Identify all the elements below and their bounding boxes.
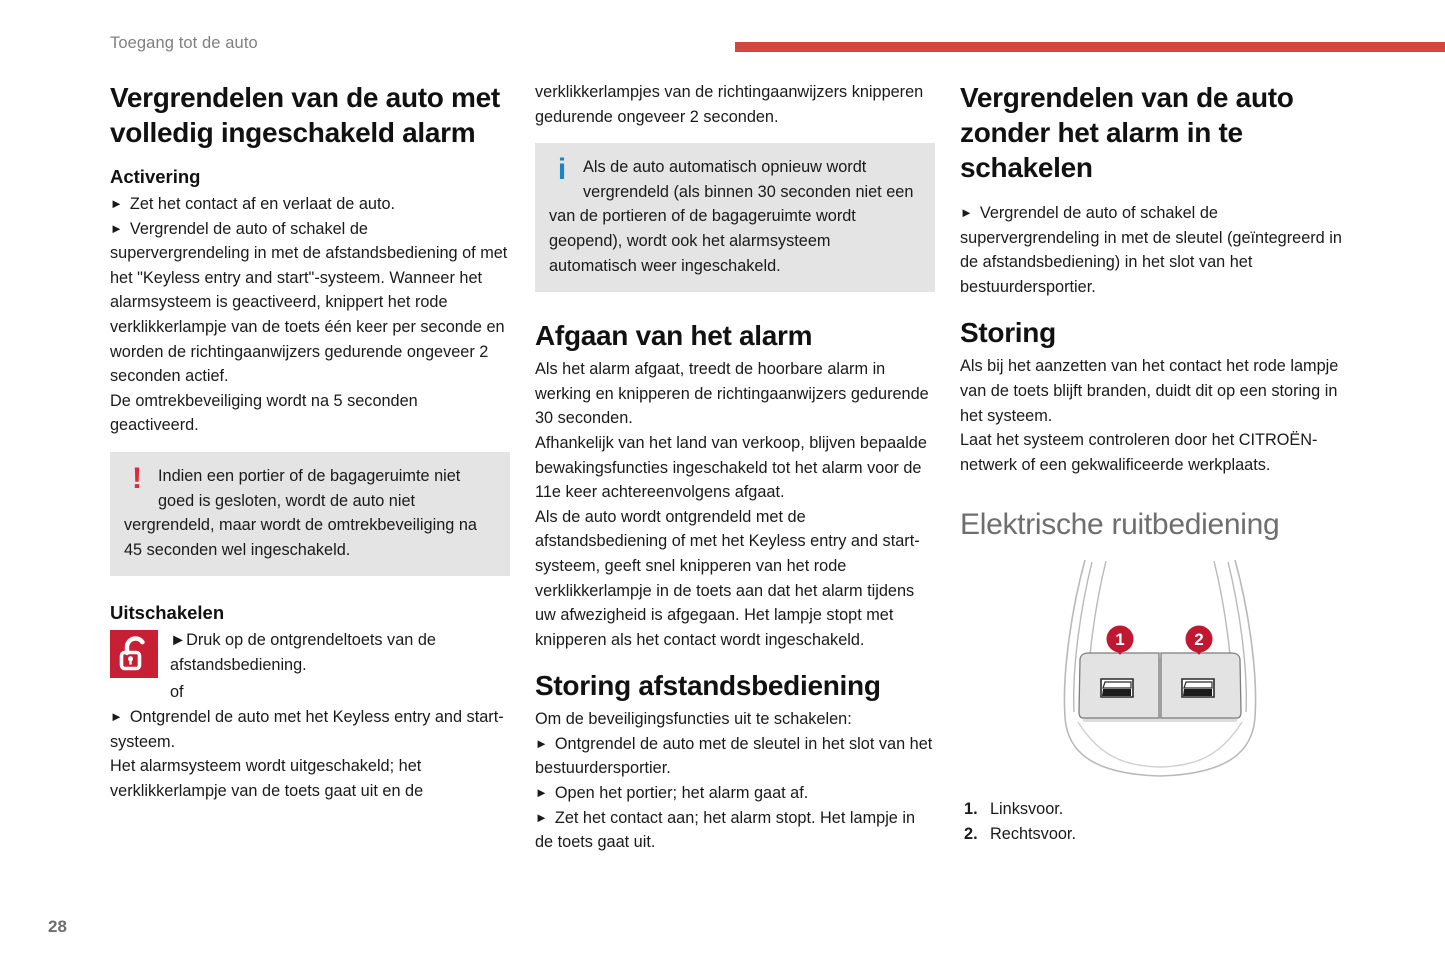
- arrow-bullet-icon: ►: [960, 205, 973, 220]
- storing-paragraph-2: Laat het systeem controleren door het CITROËN-netwerk of een gekwalificeerde werkplaats.: [960, 431, 1318, 474]
- header-title: Toegang tot de auto: [110, 34, 258, 52]
- arrow-bullet-icon: ►: [535, 735, 548, 751]
- column3-title: Vergrendelen van de auto zonder het alarm in te schakelen: [960, 82, 1294, 183]
- header-red-rule: [735, 42, 1445, 52]
- info-box: [535, 143, 935, 292]
- svg-text:2: 2: [1194, 630, 1204, 650]
- info-box-text: Als de auto automatisch opnieuw wordt vergrendeld (als binnen 30 seconden niet een van de portieren of de bagageruimte wordt geopend), wordt ook het alarmsysteem automatisch weer ingeschakeld.: [549, 158, 914, 275]
- electric-window-switches-illustration: [960, 552, 1360, 787]
- activering-paragraph-1: De omtrekbeveiliging wordt na 5 seconden geactiveerd.: [110, 391, 418, 435]
- uitschakelen-picto-row: [110, 628, 510, 680]
- arrow-bullet-icon: ►: [535, 785, 548, 801]
- illustration-legend: [960, 797, 1360, 846]
- exclamation-icon: !: [132, 461, 142, 495]
- column1-title: Vergrendelen van de auto met volledig ingeschakeld alarm: [110, 82, 500, 148]
- warning-box-text: Indien een portier of de bagageruimte niet goed is gesloten, wordt de auto niet vergrendeld, maar wordt de omtrekbeveiliging na 45 seconden wel ingeschakeld.: [124, 466, 477, 559]
- storing-ab-intro: Om de beveiligingsfuncties uit te schakelen:: [535, 710, 852, 729]
- activering-bullet-1: ► Zet het contact af en verlaat de auto.: [110, 195, 396, 213]
- arrow-bullet-icon: ►: [110, 196, 123, 211]
- arrow-bullet-icon: ►: [170, 631, 187, 650]
- legend-item: Rechtsvoor.: [990, 824, 1076, 843]
- heading-uitschakelen: Uitschakelen: [110, 602, 225, 624]
- arrow-bullet-icon: ►: [110, 708, 123, 724]
- unlock-padlock-icon: [110, 630, 158, 678]
- activering-bullet-2: ► Vergrendel de auto of schakel de supervergrendeling in met de afstandsbediening of met het "Keyless entry and start"-systeem. Wanneer het alarmsysteem is geactiveerd, knippert het rode verklikkerlampje van de toets één keer per seconde en worden de richtingaanwijzers gedurende ongeveer 2 seconden actief.: [110, 219, 508, 386]
- heading-activering: Activering: [110, 166, 201, 187]
- column-3: [960, 80, 1360, 847]
- uitschakelen-or-label: of: [170, 683, 184, 702]
- arrow-bullet-icon: ►: [535, 809, 548, 825]
- page-number: 28: [48, 917, 67, 936]
- uitschakelen-bullet-2: ► Ontgrendel de auto met het Keyless entry and start-systeem.: [110, 707, 504, 751]
- afgaan-paragraph-2: Afhankelijk van het land van verkoop, blijven bepaalde bewakingsfuncties ingeschakeld tot het alarm voor de 11e keer achtereenvolgens afgaat.: [535, 433, 927, 502]
- uitschakelen-paragraph-1: Het alarmsysteem wordt uitgeschakeld; het verklikkerlampje van de toets gaat uit en de: [110, 757, 424, 800]
- legend-item: Linksvoor.: [990, 800, 1064, 819]
- svg-text:1: 1: [1115, 630, 1125, 650]
- column2-continued-text: verklikkerlampjes van de richtingaanwijzers knipperen gedurende ongeveer 2 seconden.: [535, 83, 924, 126]
- storing-ab-bullet-1: ► Ontgrendel de auto met de sleutel in het slot van het bestuurdersportier.: [535, 734, 933, 778]
- column3-bullet-1: ► Vergrendel de auto of schakel de supervergrendeling in met de sleutel (geïntegreerd in de afstandsbediening) in het slot van het bestuurdersportier.: [960, 204, 1342, 296]
- chapter-heading-elektrische-ruitbediening: Elektrische ruitbediening: [960, 508, 1280, 542]
- uitschakelen-bullet-1: ►Druk op de ontgrendeltoets van de afstandsbediening.: [170, 631, 436, 674]
- afgaan-paragraph-3: Als de auto wordt ontgrendeld met de afstandsbediening of met het Keyless entry and start-systeem, geeft snel knipperen van het rode verklikkerlampje in de toets aan dat het alarm tijdens uw afwezigheid is afgegaan. Het lampje stopt met knipperen als het contact wordt ingeschakeld.: [535, 507, 920, 649]
- storing-ab-bullet-3: ► Zet het contact aan; het alarm stopt. Het lampje in de toets gaat uit.: [535, 808, 916, 852]
- heading-storing-afstandsbediening: Storing afstandsbediening: [535, 670, 881, 702]
- heading-afgaan-van-het-alarm: Afgaan van het alarm: [535, 320, 813, 352]
- info-icon: i: [557, 153, 567, 187]
- arrow-bullet-icon: ►: [110, 220, 123, 236]
- column-1: [110, 80, 510, 803]
- heading-storing: Storing: [960, 317, 1056, 349]
- storing-paragraph-1: Als bij het aanzetten van het contact het rode lampje van de toets blijft branden, duidt dit op een storing in het systeem.: [960, 357, 1339, 425]
- storing-ab-bullet-2: ► Open het portier; het alarm gaat af.: [535, 784, 809, 803]
- page-header: [0, 34, 1445, 62]
- warning-box: [110, 452, 510, 576]
- column-2: [535, 80, 935, 855]
- afgaan-paragraph-1: Als het alarm afgaat, treedt de hoorbare alarm in werking en knipperen de richtingaanwijzers gedurende 30 seconden.: [535, 360, 929, 428]
